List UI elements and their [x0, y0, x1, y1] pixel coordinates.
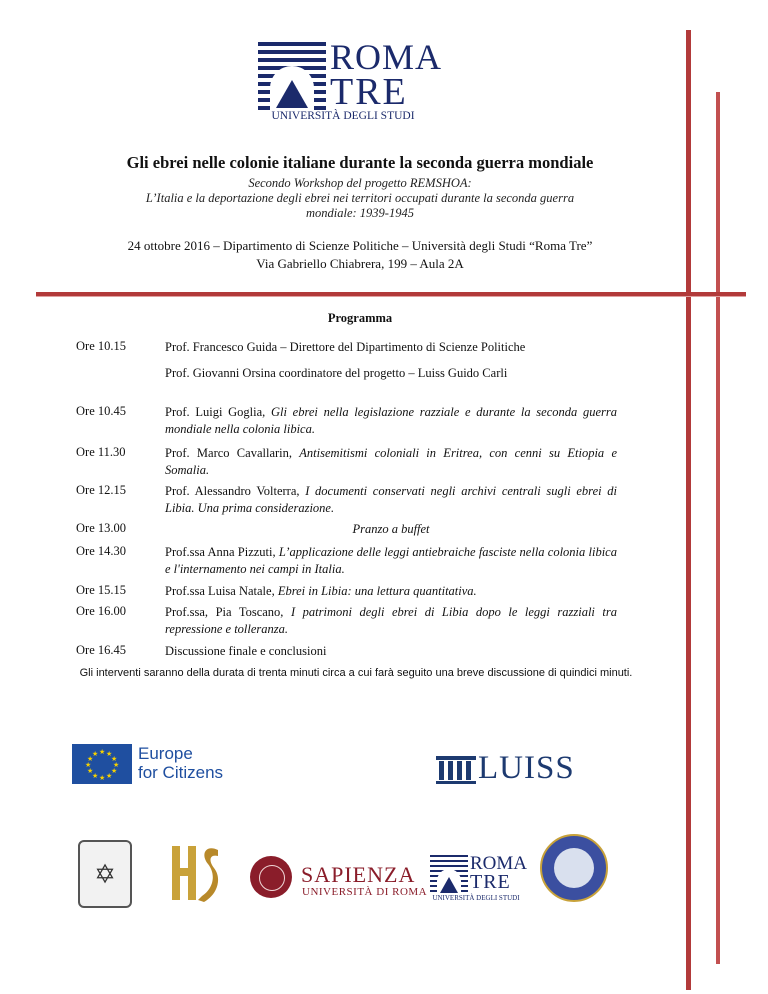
schedule-entry	[165, 643, 617, 660]
schedule-talk-title: Ebrei in Libia: una lettura quantitativa.	[277, 584, 477, 598]
columns-icon	[436, 756, 476, 784]
logo-tre-text: TRE	[330, 71, 408, 113]
schedule-entry	[165, 544, 617, 578]
event-address-line: Via Gabriello Chiabrera, 199 – Aula 2A	[256, 256, 464, 271]
duration-note: Gli interventi saranno della durata di trenta minuti circa a cui farà seguito una breve discussione di quindici minuti.	[79, 667, 633, 679]
schedule-time: Ore 16.45	[76, 643, 126, 657]
schedule-entry-lunch: Pranzo a buffet	[352, 522, 430, 536]
europe-for-citizens-logo	[72, 742, 234, 784]
triangle-icon	[440, 877, 458, 893]
efc-line-2: for Citizens	[138, 763, 224, 782]
schedule-time: Ore 15.15	[76, 583, 126, 597]
schedule-time: Ore 12.15	[76, 483, 126, 497]
roma-tre-logo-small	[430, 853, 528, 905]
luiss-text: LUISS	[478, 750, 575, 786]
schedule-entry	[165, 404, 617, 438]
schedule-entry	[165, 339, 617, 356]
schedule-speaker: Prof.ssa Anna Pizzuti,	[165, 545, 279, 559]
page-title: Gli ebrei nelle colonie italiane durante la seconda guerra mondiale	[126, 153, 594, 172]
decorative-red-line-vertical	[686, 30, 691, 990]
subtitle-line-1: Secondo Workshop del progetto REMSHOA:	[248, 176, 472, 190]
schedule-time: Ore 10.45	[76, 404, 126, 418]
star-of-david-icon: ✡	[94, 860, 116, 889]
schedule-talk-title: I patrimoni degli ebrei di Libia dopo le leggi razziali tra repressione e tolleranza.	[165, 605, 618, 636]
small-logo-roma-text: ROMA	[470, 853, 528, 874]
roma-tre-logo	[258, 37, 443, 126]
schedule-entry	[165, 604, 617, 638]
decorative-red-line-shadow	[36, 296, 746, 297]
schedule-speaker: Prof.ssa Luisa Natale,	[165, 584, 278, 598]
schedule-talk-title: I documenti conservati negli archivi centrali sugli ebrei di Libia. Una prima considerazione.	[165, 484, 618, 515]
luiss-logo	[436, 752, 596, 786]
event-info	[40, 237, 680, 273]
subtitle-line-2: L’Italia e la deportazione degli ebrei nei territori occupati durante la seconda guerra	[145, 191, 575, 205]
logo-roma-text: ROMA	[330, 37, 443, 77]
decorative-red-line-vertical-2	[716, 92, 720, 964]
schedule-talk-title: Gli ebrei nella legislazione razziale e durante la seconda guerra mondiale nella colonia libica.	[165, 405, 617, 436]
sapienza-text: SAPIENZA	[301, 862, 416, 887]
subtitle-line-3: mondiale: 1939-1945	[306, 206, 414, 220]
schedule-speaker: Discussione finale e conclusioni	[165, 644, 327, 658]
logo-universita-text: UNIVERSITÀ DEGLI STUDI	[271, 110, 415, 122]
schedule-talk-title: L’applicazione delle leggi antiebraiche fasciste nella colonia libica e l'internamento nei campi in Italia.	[165, 545, 617, 576]
schedule-speaker: Prof.ssa, Pia Toscano,	[165, 605, 291, 619]
schedule-entry	[165, 365, 617, 382]
schedule-speaker: Prof. Alessandro Volterra,	[165, 484, 306, 498]
programma-heading: Programma	[327, 311, 393, 325]
schedule-time: Ore 16.00	[76, 604, 126, 618]
schedule-entry	[165, 445, 617, 479]
small-logo-universita-text: UNIVERSITÀ DEGLI STUDI	[432, 894, 520, 902]
schedule-talk-title: Antisemitismi coloniali in Eritrea, con cenni su Etiopia e Somalia.	[165, 446, 617, 477]
eu-flag-icon: ★ ★ ★ ★ ★ ★ ★ ★ ★ ★ ★ ★	[72, 744, 132, 784]
university-seal-icon	[540, 834, 608, 902]
gold-emblem-icon	[168, 840, 224, 906]
event-date-line: 24 ottobre 2016 – Dipartimento di Scienze Politiche – Università degli Studi “Roma Tre”	[127, 238, 593, 253]
schedule-speaker: Prof. Marco Cavallarin,	[165, 446, 300, 460]
schedule-speaker: Prof. Giovanni Orsina coordinatore del progetto – Luiss Guido Carli	[165, 366, 508, 380]
schedule-time: Ore 13.00	[76, 521, 126, 535]
schedule-speaker: Prof. Francesco Guida – Direttore del Dipartimento di Scienze Politiche	[165, 340, 526, 354]
triangle-icon	[276, 80, 308, 108]
efc-line-1: Europe	[138, 744, 193, 763]
small-logo-tre-text: TRE	[470, 871, 511, 893]
schedule-entry	[165, 583, 617, 600]
schedule-time: Ore 11.30	[76, 445, 126, 459]
sapienza-seal-icon	[250, 856, 292, 898]
hs-gold-emblem	[168, 840, 224, 906]
sapienza-subtext: UNIVERSITÀ DI ROMA	[302, 886, 428, 898]
jewish-community-seal	[78, 840, 132, 908]
schedule-speaker: Prof. Luigi Goglia,	[165, 405, 271, 419]
schedule-entry	[165, 483, 617, 517]
schedule-time: Ore 10.15	[76, 339, 126, 353]
subtitle	[40, 176, 680, 221]
schedule-time: Ore 14.30	[76, 544, 126, 558]
